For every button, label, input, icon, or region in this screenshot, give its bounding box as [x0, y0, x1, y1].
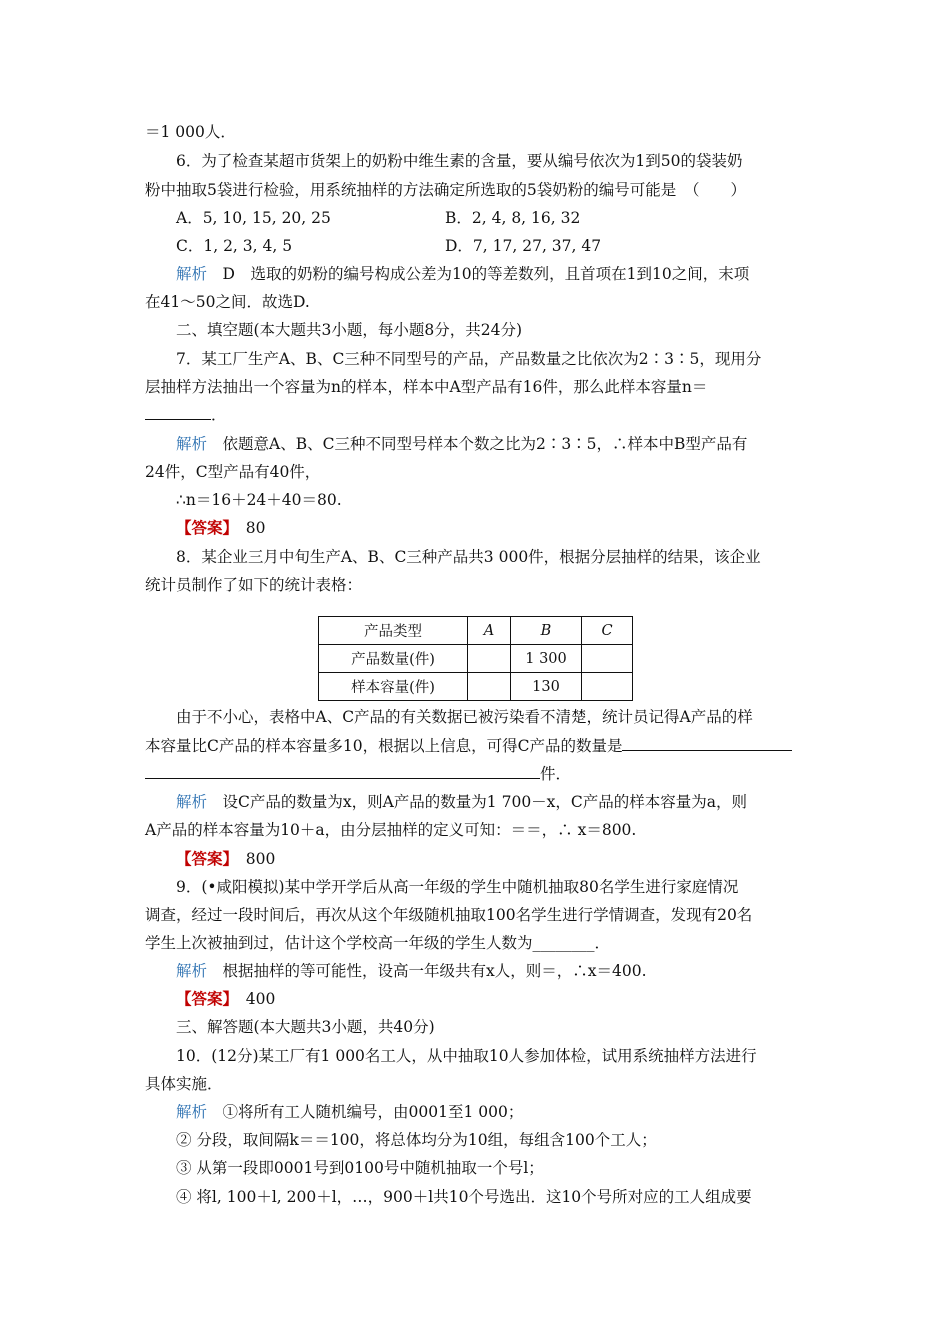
analysis-label: 解析 [176, 265, 208, 283]
question-10-analysis [176, 1101, 846, 1123]
question-7-analysis-result: ∴n＝16＋24＋40＝80. [176, 491, 342, 509]
answer-value: 80 [230, 519, 266, 537]
question-6-option-d: D．7, 17, 27, 37, 47 [445, 237, 602, 255]
analysis-label: 解析 [176, 793, 208, 811]
table-header-cell: B [511, 617, 582, 645]
question-9-analysis [176, 960, 846, 982]
section-3-heading: 三、解答题(本大题共3小题，共40分) [176, 1018, 435, 1036]
question-9-stem-end: 学生上次被抽到过，估计这个学校高一年级的学生人数为________． [145, 934, 611, 952]
question-8-stem-cont: 统计员制作了如下的统计表格： [145, 576, 363, 594]
table-cell: 130 [511, 673, 582, 701]
question-6-analysis-cont: 在41～50之间．故选D. [145, 293, 310, 311]
question-6-option-b: B．2, 4, 8, 16, 32 [445, 209, 581, 227]
analysis-text: 根据抽样的等可能性，设高一年级共有x人，则＝，∴x＝400. [207, 962, 647, 980]
question-6-stem: 6．为了检查某超市货架上的奶粉中维生素的含量，要从编号依次为1到50的袋装奶 [176, 152, 743, 170]
question-9-answer [176, 988, 846, 1010]
table-cell: 样本容量(件) [319, 673, 468, 701]
question-8-answer [176, 848, 846, 870]
answer-label: 【答案】 [176, 849, 231, 868]
question-8-stem: 8．某企业三月中旬生产A、B、C三种产品共3 000件，根据分层抽样的结果，该企业 [176, 548, 761, 566]
table-cell [582, 673, 633, 701]
section-2-heading: 二、填空题(本大题共3小题，每小题8分，共24分) [176, 321, 523, 339]
table-row [319, 673, 633, 701]
analysis-label: 解析 [176, 435, 208, 453]
question-8-analysis [176, 791, 846, 813]
question-7-stem-cont: 层抽样方法抽出一个容量为n的样本，样本中A型产品有16件，那么此样本容量n＝ [145, 378, 708, 396]
table-header-row [319, 617, 633, 645]
body-text: 本容量比C产品的样本容量多10，根据以上信息，可得C产品的数量是 [145, 737, 623, 755]
question-10-step-3: ③ 从第一段即0001号到0100号中随机抽取一个号l； [176, 1159, 544, 1177]
analysis-label: 解析 [176, 962, 208, 980]
table-header-cell: C [582, 617, 633, 645]
question-10-stem: 10．(12分)某工厂有1 000名工人，从中抽取10人参加体检，试用系统抽样方法进行 [176, 1047, 757, 1065]
table-cell: 1 300 [511, 645, 582, 673]
analysis-text: 设C产品的数量为x，则A产品的数量为1 700－x，C产品的样本容量为a，则 [207, 793, 748, 811]
question-7-blank-line [145, 404, 815, 426]
question-8-body: 由于不小心，表格中A、C产品的有关数据已被污染看不清楚，统计员记得A产品的样 [176, 708, 753, 726]
question-7-analysis [176, 433, 846, 455]
table-cell [582, 645, 633, 673]
table-header-cell: A [468, 617, 511, 645]
analysis-text: 依题意A、B、C三种不同型号样本个数之比为2∶3∶5，∴样本中B型产品有 [207, 435, 748, 453]
table-row [319, 645, 633, 673]
analysis-label: 解析 [176, 1103, 208, 1121]
unit-text: 件． [540, 765, 572, 783]
answer-blank [622, 736, 792, 751]
question-10-step-4: ④ 将l, 100＋l, 200＋l，…，900＋l共10个号选出．这10个号所对应的工人组成要 [176, 1188, 752, 1206]
analysis-text: ①将所有工人随机编号，由0001至1 000； [207, 1103, 524, 1121]
question-9-stem-cont: 调查，经过一段时间后，再次从这个年级随机抽取100名学生进行学情调查，发现有20名 [145, 906, 753, 924]
question-6-option-c: C．1, 2, 3, 4, 5 [176, 237, 293, 255]
question-10-step-2: ② 分段，取间隔k＝＝100，将总体均分为10组，每组含100个工人； [176, 1131, 657, 1149]
question-8-analysis-cont: A产品的样本容量为10＋a，由分层抽样的定义可知：＝＝，∴ x＝800. [145, 821, 637, 839]
question-9-stem: 9．(•咸阳模拟)某中学开学后从高一年级的学生中随机抽取80名学生进行家庭情况 [176, 878, 739, 896]
question-6-stem-cont: 粉中抽取5袋进行检验，用系统抽样的方法确定所选取的5袋奶粉的编号可能是 （ ） [145, 181, 746, 199]
punctuation: ． [211, 406, 227, 424]
question-8-blank-line [145, 763, 815, 785]
table-cell [468, 645, 511, 673]
question-6-analysis [176, 263, 846, 285]
table-header-cell: 产品类型 [319, 617, 468, 645]
answer-value: 800 [230, 850, 276, 868]
question-7-stem: 7．某工厂生产A、B、C三种不同型号的产品，产品数量之比依次为2∶3∶5，现用分 [176, 350, 762, 368]
question-8-body-cont [145, 735, 815, 757]
question-7-answer [176, 517, 846, 539]
answer-blank [145, 405, 211, 420]
table-cell: 产品数量(件) [319, 645, 468, 673]
answer-blank [145, 764, 540, 779]
table-cell [468, 673, 511, 701]
analysis-text: D 选取的奶粉的编号构成公差为10的等差数列，且首项在1到10之间，末项 [207, 265, 750, 283]
question-10-stem-cont: 具体实施． [145, 1075, 223, 1093]
answer-label: 【答案】 [176, 518, 231, 537]
answer-label: 【答案】 [176, 989, 231, 1008]
text-line: ＝1 000人． [145, 123, 236, 141]
statistics-table [318, 616, 633, 701]
answer-value: 400 [230, 990, 276, 1008]
question-6-option-a: A．5, 10, 15, 20, 25 [176, 209, 331, 227]
question-7-analysis-cont: 24件，C型产品有40件， [145, 463, 321, 481]
